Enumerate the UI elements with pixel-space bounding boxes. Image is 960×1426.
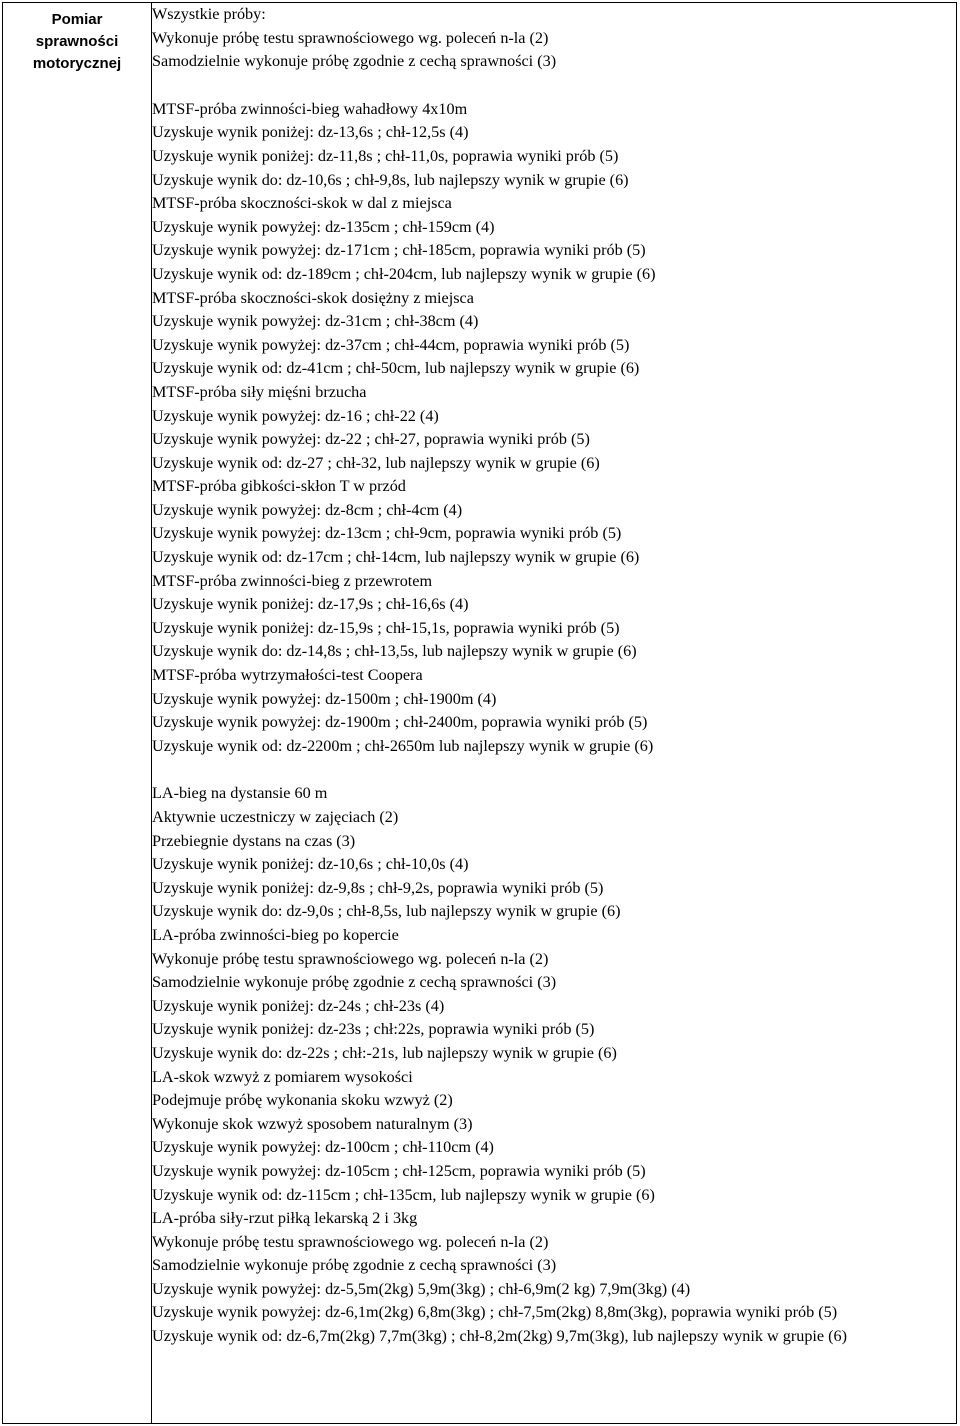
section-la (152, 782, 956, 1348)
text-line: LA-próba siły-rzut piłką lekarską 2 i 3kg (152, 1209, 418, 1228)
category-label-line: motorycznej (32, 55, 122, 72)
text-line: Uzyskuje wynik powyżej: dz-100cm ; chł-110cm (4) (152, 1138, 494, 1157)
text-line: MTSF-próba siły mięśni brzucha (152, 382, 367, 401)
text-line: Uzyskuje wynik powyżej: dz-1900m ; chł-2400m, poprawia wyniki prób (5) (152, 713, 648, 732)
text-line: Uzyskuje wynik poniżej: dz-9,8s ; chł-9,2s, poprawia wyniki prób (5) (152, 878, 604, 897)
text-line: Uzyskuje wynik powyżej: dz-13cm ; chł-9cm, poprawia wyniki prób (5) (152, 524, 622, 543)
text-line: Uzyskuje wynik do: dz-22s ; chł:-21s, lub najlepszy wynik w grupie (6) (152, 1043, 617, 1062)
text-line: Uzyskuje wynik powyżej: dz-16 ; chł-22 (4) (152, 406, 439, 425)
category-label (3, 3, 151, 75)
text-line: Uzyskuje wynik poniżej: dz-23s ; chł:22s, poprawia wyniki prób (5) (152, 1020, 595, 1039)
text-line: Wykonuje skok wzwyż sposobem naturalnym (3) (152, 1114, 473, 1133)
section-mtsf (152, 98, 956, 759)
text-line: Uzyskuje wynik do: dz-9,0s ; chł-8,5s, lub najlepszy wynik w grupie (6) (152, 902, 621, 921)
paragraph-gap (152, 74, 956, 98)
text-line: Uzyskuje wynik powyżej: dz-31cm ; chł-38cm (4) (152, 312, 479, 331)
paragraph-gap (152, 758, 956, 782)
text-line: LA-próba zwinności-bieg po kopercie (152, 925, 399, 944)
text-line: Uzyskuje wynik poniżej: dz-17,9s ; chł-16,6s (4) (152, 595, 469, 614)
table-row (3, 3, 957, 1424)
text-line: Wszystkie próby: (152, 5, 266, 23)
text-line: Samodzielnie wykonuje próbę zgodnie z cechą sprawności (3) (152, 52, 557, 71)
text-line: Wykonuje próbę testu sprawnościowego wg. poleceń n-la (2) (152, 949, 549, 968)
text-line: Uzyskuje wynik od: dz-27 ; chł-32, lub najlepszy wynik w grupie (6) (152, 453, 600, 472)
text-line: Uzyskuje wynik poniżej: dz-11,8s ; chł-11,0s, poprawia wyniki prób (5) (152, 146, 619, 165)
section-all-tests (152, 3, 956, 74)
text-line: Uzyskuje wynik poniżej: dz-10,6s ; chł-10,0s (4) (152, 855, 469, 874)
text-line: LA-bieg na dystansie 60 m (152, 784, 328, 803)
text-line: Wykonuje próbę testu sprawnościowego wg. poleceń n-la (2) (152, 28, 549, 47)
text-line: Aktywnie uczestniczy w zajęciach (2) (152, 808, 399, 826)
text-line: MTSF-próba gibkości-skłon T w przód (152, 477, 406, 496)
text-line: Samodzielnie wykonuje próbę zgodnie z cechą sprawności (3) (152, 973, 557, 992)
text-line: Uzyskuje wynik od: dz-6,7m(2kg) 7,7m(3kg) ; chł-8,2m(2kg) 9,7m(3kg), lub najlepszy wynik w grupie (6) (152, 1327, 848, 1346)
text-line: MTSF-próba zwinności-bieg z przewrotem (152, 571, 433, 590)
text-line: Uzyskuje wynik powyżej: dz-5,5m(2kg) 5,9m(3kg) ; chł-6,9m(2 kg) 7,9m(3kg) (4) (152, 1279, 691, 1298)
text-line: Uzyskuje wynik powyżej: dz-6,1m(2kg) 6,8m(3kg) ; chł-7,5m(2kg) 8,8m(3kg), poprawia wyniki prób (5) (152, 1303, 838, 1322)
text-line: Przebiegnie dystans na czas (3) (152, 831, 356, 850)
text-line: Uzyskuje wynik od: dz-2200m ; chł-2650m lub najlepszy wynik w grupie (6) (152, 736, 654, 755)
description-cell (152, 3, 957, 1424)
text-line: MTSF-próba wytrzymałości-test Coopera (152, 666, 423, 685)
text-line: LA-skok wzwyż z pomiarem wysokości (152, 1067, 413, 1086)
text-line: Samodzielnie wykonuje próbę zgodnie z cechą sprawności (3) (152, 1256, 557, 1275)
text-line: Wykonuje próbę testu sprawnościowego wg. poleceń n-la (2) (152, 1232, 549, 1251)
criteria-table (2, 2, 957, 1424)
text-line: Uzyskuje wynik powyżej: dz-22 ; chł-27, poprawia wyniki prób (5) (152, 430, 590, 449)
description-text (152, 3, 956, 1349)
text-line: MTSF-próba skoczności-skok w dal z miejsca (152, 194, 452, 213)
text-line: Uzyskuje wynik od: dz-17cm ; chł-14cm, lub najlepszy wynik w grupie (6) (152, 548, 640, 567)
text-line: Uzyskuje wynik powyżej: dz-1500m ; chł-1900m (4) (152, 689, 497, 708)
text-line: Uzyskuje wynik powyżej: dz-135cm ; chł-159cm (4) (152, 217, 495, 236)
text-line: Uzyskuje wynik poniżej: dz-24s ; chł-23s (4) (152, 996, 445, 1015)
text-line: MTSF-próba skoczności-skok dosiężny z miejsca (152, 288, 474, 307)
text-line: Uzyskuje wynik poniżej: dz-15,9s ; chł-15,1s, poprawia wyniki prób (5) (152, 618, 620, 637)
text-line: Uzyskuje wynik powyżej: dz-8cm ; chł-4cm (4) (152, 500, 463, 519)
text-line: Uzyskuje wynik do: dz-10,6s ; chł-9,8s, lub najlepszy wynik w grupie (6) (152, 170, 629, 189)
text-line: Uzyskuje wynik od: dz-41cm ; chł-50cm, lub najlepszy wynik w grupie (6) (152, 359, 640, 378)
text-line: Uzyskuje wynik powyżej: dz-37cm ; chł-44cm, poprawia wyniki prób (5) (152, 335, 630, 354)
category-label-line: Pomiar (51, 11, 103, 28)
category-label-line: sprawności (35, 33, 119, 50)
text-line: Podejmuje próbę wykonania skoku wzwyż (2) (152, 1091, 453, 1110)
category-cell (3, 3, 152, 1424)
text-line: Uzyskuje wynik do: dz-14,8s ; chł-13,5s, lub najlepszy wynik w grupie (6) (152, 642, 637, 661)
text-line: Uzyskuje wynik powyżej: dz-171cm ; chł-185cm, poprawia wyniki prób (5) (152, 241, 646, 260)
text-line: Uzyskuje wynik powyżej: dz-105cm ; chł-125cm, poprawia wyniki prób (5) (152, 1161, 646, 1180)
text-line: Uzyskuje wynik od: dz-115cm ; chł-135cm, lub najlepszy wynik w grupie (6) (152, 1185, 655, 1204)
text-line: Uzyskuje wynik poniżej: dz-13,6s ; chł-12,5s (4) (152, 123, 469, 142)
text-line: MTSF-próba zwinności-bieg wahadłowy 4x10m (152, 99, 468, 118)
text-line: Uzyskuje wynik od: dz-189cm ; chł-204cm, lub najlepszy wynik w grupie (6) (152, 264, 656, 283)
